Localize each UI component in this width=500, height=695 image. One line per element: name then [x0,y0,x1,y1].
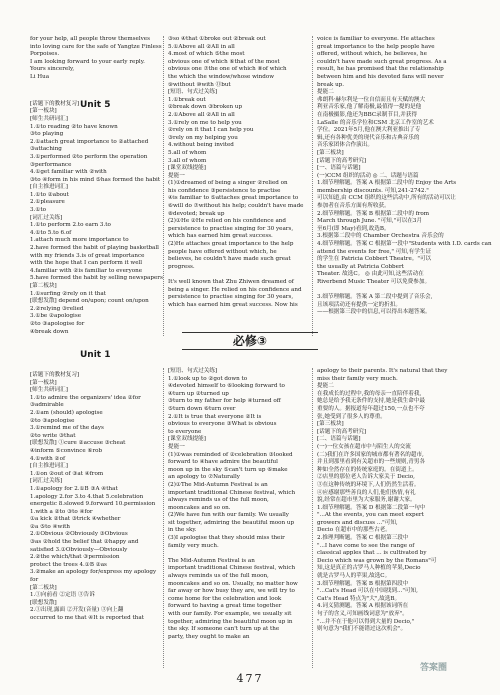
text-line: great importance to the help people have [317,43,435,50]
text-line: ④应感谢那些善良的人们,他们热情,有礼 [317,489,416,496]
text-line: 2.①出现,露面 ②开发(音量) ③向上翻 [30,607,124,614]
text-line: couldn't have made such great progress. As a [317,58,447,65]
text-line: 并且到那里看到有关超市的一些规则,青男各 [317,459,426,466]
text-line: 2.①pleasure [30,199,65,206]
text-line: ①a kick ②that ③trick ④whether [30,516,121,523]
text-line: protect the trees 4.①B ②as [30,561,107,568]
text-line: 3.①remind me of the days [30,425,104,432]
text-line: (二)我们在许多国家的城市都有著名的超市, [317,451,424,458]
text-line: ③rely on my helping you [168,134,238,141]
text-line: [话题下的高考研究] [317,157,367,164]
text-line: 3.①performed ②to perform the operation [30,153,148,160]
text-line: 1.①on ②out of ③at ④from [30,470,104,477]
text-line: 4.most of which ⑤the most [168,51,245,58]
watermark-logo: 答案圈 [420,663,448,673]
text-line: [话题下的教材复习] [30,372,80,378]
text-line: 提能二 [317,383,334,390]
text-line: 3.①rely on me to help you [168,119,242,126]
text-line: ③as ②hold the belief that ②happy and [30,539,139,546]
text-line: 至6月(即 May)看到,故选B。 [317,225,390,232]
text-line: [自主推进词汇] [30,184,68,191]
text-line: ③to playing [30,131,64,138]
text-line: 1.①apology for 2.①B ③A ④that [30,485,118,492]
text-line: [短语、句式过关练] [168,89,218,96]
text-line: obvious to everyone ③What is obvious [168,421,277,428]
column-4 [30,368,178,623]
text-line: in the sky. [168,527,197,534]
text-line: 4.细节理解题。答案 C 根据第一段中"Students with I.D. cards can [317,241,492,248]
text-line: 音乐家团体合作演出。 [317,142,373,149]
text-line: for [30,577,39,584]
text-line: mooncakes and so on. [168,504,231,511]
text-line: It's well known that Zhu Zhiwen dreamed of [168,279,294,285]
text-line: [第三板块] [317,149,344,156]
text-line: 1.细节理解题。答案 D 根据第二段第一句中 [317,504,426,511]
text-line: [第二板块] [30,584,57,591]
text-line: 1.①surfing ②rely on it that [30,290,106,297]
text-line: ③admirable [30,402,64,409]
text-line [168,271,313,279]
text-line: 1.attach much more importance to [30,237,129,244]
text-line: 2.②relying ③relied [30,305,84,312]
text-line: ③在这种传统的环境下,人们仍然生活着。 [317,481,420,488]
text-line: "...At the events, you can meet expert [317,512,424,519]
text-line: 学位。2021年5月,他在澳大利亚推出了专 [317,127,421,134]
text-line: which has earned him great success. Now his [168,301,298,308]
text-line: [联想发散] depend on/upon; count on/upon [30,298,149,305]
page-number: 477 [236,672,264,685]
text-line: ⑤turn down ⑥turn over [168,405,236,412]
text-line: (1)①dreamed of being a singer ②relied on [168,180,288,187]
column-2 [168,36,313,309]
text-line: 在南极摄影,他还为BBC录制节目,并获得 [317,111,418,118]
text-line [30,89,178,97]
text-line: Cat's Head 特点为"大",故选B。 [317,595,401,602]
text-line: 3.细节理解题。答案 A 第二段中提到了音乐会, [317,294,433,301]
text-line: 知,这是真正的古罗马人种植的苹果,Decio [317,565,421,572]
text-line: 1.①break out [168,96,206,103]
text-line: family very much. [168,542,219,549]
text-line: for your help, all people throw themselves [30,36,150,42]
text-line: 的学生在 Patricia Cobbert Theatre。"可以 [317,256,432,263]
text-line: ②to write ③that [30,432,76,439]
text-line: 可以知道,由 CCM 组织的这些活动中,所有的活动可以让 [317,195,456,202]
text-line: party, they ought to make an [168,633,250,640]
text-line: 4.familiar with ②is familiar to everyone [30,267,143,274]
text-line: 1.①向前看 ②定语 ③告诉 [30,592,95,599]
text-line: ④break down [30,328,69,335]
text-line: mooncakes and so on. Usually, no matter how [168,580,298,587]
text-line: [词汇过关练] [30,214,63,221]
text-line: 3.②make an apology for/express my apology [30,569,157,576]
text-line: I am looking forward to your early reply. [30,58,145,65]
text-line: [联想发散] [30,599,57,606]
unit-1-title: Unit 1 [80,350,111,360]
text-line: apology to their parents. It's natural that they [317,368,448,374]
column-3 [317,36,492,317]
text-line: (一)CCM 组织的活动 ◎ 二、话题与语篇 [317,172,419,179]
text-line [168,550,313,558]
text-line: 1.apology 2.for 3.to 4.that 5.celebration [30,493,144,500]
column-6 [317,368,472,634]
text-line: "...Cat's Head 可以在中国找到..."可知, [317,588,418,595]
text-line: LaSalle 的音乐学位和CSM 北京工作室的艺术 [317,119,434,126]
text-line: Porpoises. [30,51,60,58]
text-line: miss their family very much. [317,375,398,382]
column-1 [30,36,178,336]
text-line: [师生共研词汇] [30,387,68,394]
text-line: ③so ④that ①broke out ②break out [168,36,266,42]
section-title: 必修③ [182,332,318,350]
text-line: with the hope that I can perform it well [30,260,143,267]
text-line: always reminds us of the full moon, [168,497,269,504]
text-line: growers and discuss ..."可知, [317,519,398,526]
text-line: 4.①get familiar with ②with [30,169,107,176]
text-line: 3.①to [30,207,46,214]
text-line: forward to ④have admire the beautiful [168,459,278,466]
text-line: 1.①to reading ②to have known [30,123,118,130]
text-line: ③to ④form in his mind ⑤has formed the habit [30,176,161,183]
text-line: 3.细节理解题。答案 B 根据第四段中 [317,580,409,587]
text-line: ③attaching [30,146,62,153]
text-line: 2.①It is true that everyone ②It is [168,413,262,420]
text-line: satisfied 3.①Obviously—Obviously [30,546,128,553]
text-line: progress. [168,263,195,270]
text-line: 2.①am (should) apologise [30,409,103,416]
text-line: ④turn up ②turned up [168,390,229,397]
text-line: (一)一位女孩在超市中与陌生人的交流 [317,443,411,450]
column-5 [168,368,313,641]
text-line: occurred to me that ④It is reported that [30,615,144,621]
text-line: 张,她受到了很多人的尊重。 [317,413,386,420]
text-line: 2.推理判断题。答案 C 根据第三段中 [317,535,409,542]
text-line: 4.without being invited [168,142,234,149]
text-line: far away or how busy they are, we will try to [168,588,295,595]
text-line: which has earned him great success. [168,233,273,240]
text-line: 在我成长的过程中,我的母亲一直陪伴着我, [317,390,422,397]
text-line: 1.with a ②to ③to ④for [30,508,93,515]
text-line: offered, without which, he believes, he [317,51,427,58]
text-line: ——根据第三段中的信息,可以得出本题答案。 [317,309,431,316]
text-line: 1.细节理解题。答案 A 根据第二段中的 Enjoy the Arts [317,180,457,187]
text-line: 1.①to admire the organizers' idea ②for [30,394,141,401]
text-line: (2)He attaches great importance to the help [168,241,294,248]
text-line: Theater. 故选C。 ◎ 由此可知,这些活动在 [317,271,424,278]
text-line: Decio 在超市中的那些古老。 [317,527,391,534]
text-line: break up. [317,81,345,88]
text-line: 3.all of whom [168,157,207,164]
text-line: ④is familiar to ⑤attaches great importance to [168,195,299,202]
text-line: ②店里的那位老人告诉大家关于 Decio, [317,474,415,481]
text-line: Decio which was grown by the Romans"可 [317,557,437,564]
text-line: membership discounts. 可知,241-2742." [317,187,429,194]
text-line: classical apples that ... is cultivated by [317,550,427,557]
text-line: sit together, admiring the beautiful moon up [168,519,295,526]
text-line: [师生共研词汇] [30,115,68,122]
text-line: with my friends 3.is of great importance [30,252,145,259]
text-line: 2.have formed the habit of playing basketball [30,245,159,252]
text-line: ⑥will do ⑦without his help; couldn't have made [168,203,304,210]
text-line: the usually at Patricia Cobbert [317,263,404,270]
text-line: the which the window/whose window [168,73,275,80]
text-line: ④devoted himself to ⑥looking forward to [168,383,285,390]
text-line [30,82,178,90]
text-line: [一、语篇与话题] [317,165,361,172]
text-line: Yours sincerely, [30,66,75,73]
text-line: an apology to ⑦Naturally [168,474,240,481]
text-line: 3.根据第二段中的 Chamber Orchestra 音乐会的 [317,233,444,240]
text-line: 提能一 [168,443,185,450]
text-line: obvious one of which ⑥that of the most [168,58,280,65]
text-line: 2.①attach great importance to ②attached [30,138,149,145]
text-line: Riverbend Music Theater 可以免费参加。 [317,279,431,285]
text-line: with our family. For example, we usually sit [168,611,292,617]
text-line: 4.词义猜测题。答案 A 根据该词所在 [317,603,409,610]
text-line: Li Hua [30,73,50,80]
text-line: ②a ⑤to ④with [30,523,70,530]
text-line: (3)I apologise that they should miss their [168,535,285,542]
text-line: 则句意为"我们不能错过这次机会"。 [317,626,407,633]
text-line: forward to having a great time together [168,603,282,610]
text-line: ⑧devoted; break up [168,210,225,217]
text-line: 4.①to 5.to 6.of [30,229,72,236]
text-line: 2.细节理解题。答案 B 根据第二段中的 from [317,210,430,217]
text-line: 她总是给予我无条件的支持,她是我生命中最 [317,398,426,405]
text-line: moon up in the sky ⑤can't turn up ⑥make [168,466,288,473]
text-line: 5.have formed the habit by selling newspapers [30,275,163,282]
text-line: energetic 8.slowed 9.forward 10.permission [30,501,156,508]
text-line: people have offered without which, he [168,248,277,255]
text-line: 2.①Obvious ②Obviously ③Obvious [30,531,128,538]
text-line: 就是古罗马人的苹果,故选C。 [317,573,391,580]
text-line: [第三板块] [317,421,344,428]
text-line: 5.all of whom [168,149,207,156]
text-line: [短语、句式过关练] [168,368,218,374]
text-line: ②to ③apologise for [30,320,85,327]
text-line: being a singer. He relied on his confidence and [168,286,302,293]
text-line: ③turn to my father for help ④turned off [168,398,281,405]
text-line: 句子的含义,可知画线词意为"放弃"。 [317,611,408,617]
text-line: ④inform ⑤convince ⑥rob [30,447,103,454]
text-line: 提能一 [168,172,185,179]
text-line: 1.①look up to ②got down to [168,375,248,382]
text-line: [二、语篇与话题] [317,436,361,443]
text-line: [第一板块] [30,379,57,386]
text-line: [话题下的教材复习] [30,100,80,107]
text-line: 5.①Above all ②All in all [168,43,235,50]
text-line: The Mid-Autumn Festival is an [168,557,255,564]
text-line: (2)①He ②He relied on his confidence and [168,218,286,225]
text-line: ⑨without ⑩with ⑪but [168,81,231,88]
text-line: 3.①be ②apologise [30,313,82,320]
text-line: 弗朗科·赫尔利是一位自信而且有天赋的澳大 [317,96,426,103]
text-line: (1)①was reminded of ②celebration ③looked [168,451,293,458]
text-line: into loving care for the safe of Yangtze Finless [30,43,162,50]
text-line: to everyone [168,428,202,435]
text-line: come home for the celebration and look [168,595,282,602]
text-line: 提能二 [317,89,334,96]
text-line: 1.①to perform 2.to earn 3.to [30,222,111,229]
text-line: together, admiring the beautiful moon up in [168,618,293,625]
text-line: [课堂双线提能] [168,436,206,443]
text-line: [第一板块] [30,108,57,115]
text-line: [词汇过关练] [30,478,63,485]
text-line: voice is familiar to everyone. He attaches [317,36,435,42]
text-line: believes, he couldn't have made such great [168,256,291,263]
text-line: 貌,经常在超市里为大家服务,谢谢大家。 [317,497,416,504]
text-line: [课堂双线提能] [168,165,206,172]
text-line: [自主推进词汇] [30,463,68,470]
text-line: March through June. "可知,"可以在3月 [317,218,423,225]
text-line: ②rely on it that I can help you [168,127,254,134]
text-line: attend the events for free," 可知,有学生证 [317,248,432,255]
text-line: 4.①with ②of [30,455,66,462]
text-line: 辑,还有各种优美的现代音乐和古典音乐的 [317,134,420,141]
text-line: 种如全然存在的传统家庭的。在街道上。 [317,466,418,473]
text-line: always reminds us of the full moon, [168,573,269,580]
text-line: [话题下的高考研究] [317,428,367,435]
text-line: 1.①to ②about [30,191,69,198]
text-line: "...I have come to see the range of [317,542,415,549]
text-line: "...并不在于他可以得到大量的 Decio," [317,618,415,625]
text-line: [联想发散] ①cure ②accuse ③cheat [30,440,126,447]
unit-5-title: Unit 5 [80,100,111,110]
text-line: 2.①Above all ②All in all [168,111,235,118]
text-line: the sky. If someone can't turn up at the [168,626,280,633]
text-line: between him and his devoted fans will never [317,73,444,80]
text-line: 重要的人。据报道每年超过150,一点也不夸 [317,405,425,412]
text-line: ③performance [30,161,72,168]
text-line: 参加者在音乐方面有所收获。 [317,203,390,210]
text-line: [第二板块] [30,283,57,289]
text-line: obvious one ⑦the one of which ⑧of which [168,66,287,73]
text-line: 利亚音乐家,他了解南极,最值得一提的是他 [317,104,422,111]
text-line: persistence to practise singing for 30 years, [168,225,294,232]
text-line: important traditional Chinese festival, which [168,489,296,496]
text-line: persistence to practise singing for 30 years, [168,294,294,301]
text-line: (2)We have fun with our family. We usually [168,512,289,519]
text-line: his confidence ③persistence to practise [168,187,281,194]
text-line: result, he has promised that the relationship [317,66,444,73]
text-line: ②to ③apologise [30,417,75,424]
text-line: ②break down ③broken up [168,104,243,111]
text-line: important traditional Chinese festival, which [168,565,296,572]
text-line: 且该项活动还有提供一定的折扣。 [317,301,401,308]
text-line: (2)①The Mid-Autumn Festival is an [168,481,268,488]
text-line: 2.②the which/that ③permission [30,554,120,561]
